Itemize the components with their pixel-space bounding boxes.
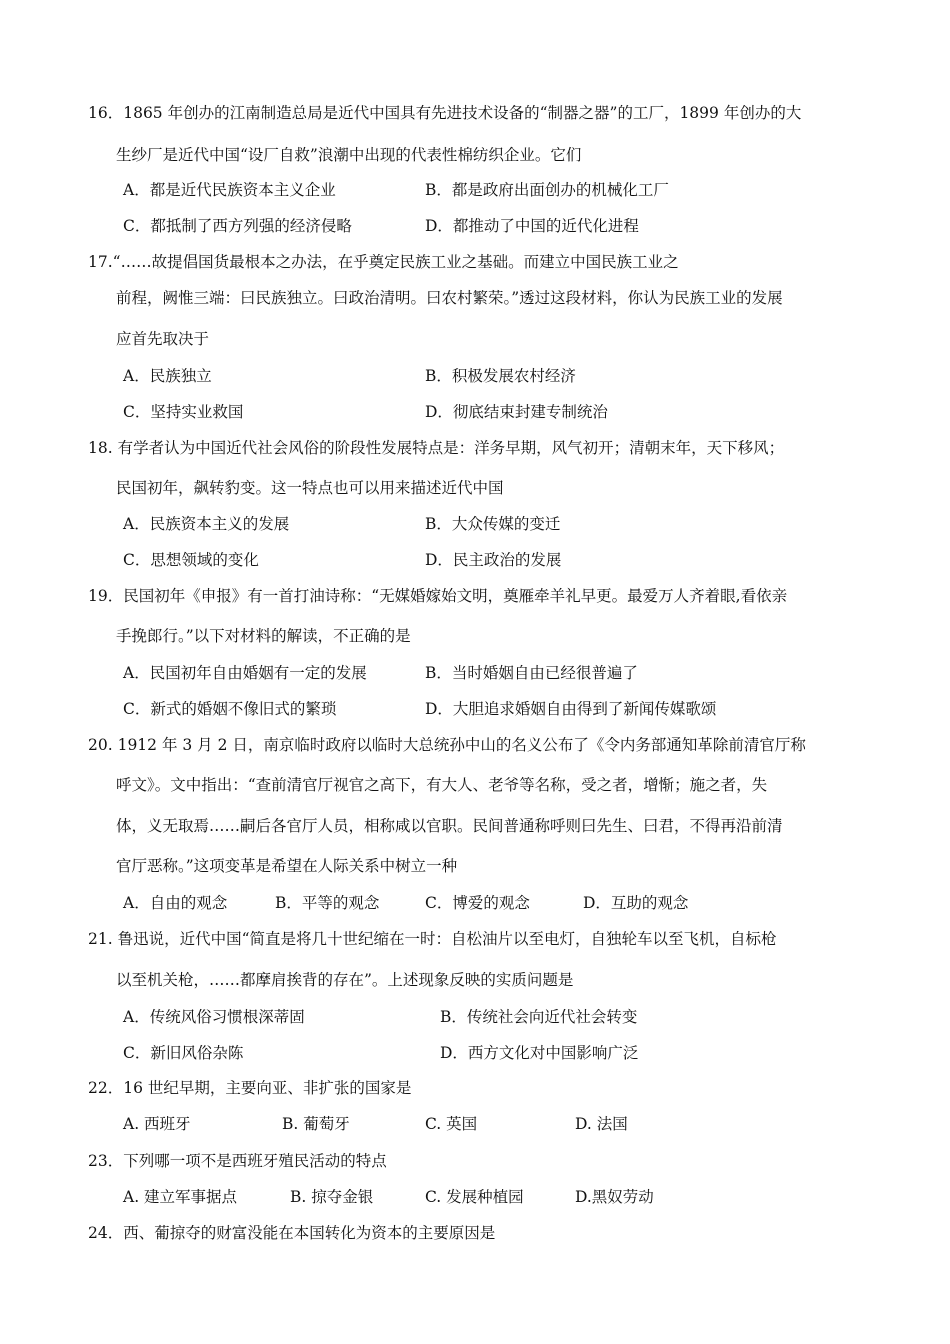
q16-stem-line2: 生纱厂是近代中国“设厂自救”浪潮中出现的代表性棉纺织企业。它们 xyxy=(116,146,582,164)
q18-option-c: C．思想领域的变化 xyxy=(123,551,259,569)
q17-option-c: C．坚持实业救国 xyxy=(123,403,244,421)
q22-option-d: D. 法国 xyxy=(575,1115,628,1133)
q23-option-d: D.黑奴劳动 xyxy=(575,1188,654,1206)
q21-option-a: A．传统风俗习惯根深蒂固 xyxy=(123,1008,305,1026)
q19-option-a: A．民国初年自由婚姻有一定的发展 xyxy=(123,664,367,682)
q20-option-a: A．自由的观念 xyxy=(123,894,228,912)
q23-stem-line1: 23．下列哪一项不是西班牙殖民活动的特点 xyxy=(88,1152,387,1170)
q23-option-c: C. 发展种植园 xyxy=(425,1188,524,1206)
q22-option-b: B. 葡萄牙 xyxy=(282,1115,350,1133)
q17-stem-line3: 应首先取决于 xyxy=(116,330,210,348)
q20-stem-line4: 官厅恶称。”这项变革是希望在人际关系中树立一种 xyxy=(116,857,458,875)
q17-stem-line2: 前程，阙惟三端：曰民族独立。曰政治清明。曰农村繁荣。”透过这段材料，你认为民族工业的发展 xyxy=(116,289,783,307)
q18-option-b: B．大众传媒的变迁 xyxy=(425,515,561,533)
q22-option-a: A. 西班牙 xyxy=(123,1115,191,1133)
q16-option-d: D．都推动了中国的近代化进程 xyxy=(425,217,639,235)
q18-option-a: A．民族资本主义的发展 xyxy=(123,515,290,533)
q17-stem-line1: 17.“……故提倡国货最根本之办法，在乎奠定民族工业之基础。而建立中国民族工业之 xyxy=(88,253,679,271)
q24-stem-line1: 24．西、葡掠夺的财富没能在本国转化为资本的主要原因是 xyxy=(88,1224,496,1242)
q20-option-c: C．博爱的观念 xyxy=(425,894,530,912)
q20-stem-line3: 体，义无取焉……嗣后各官厅人员，相称咸以官职。民间普通称呼则曰先生、曰君，不得再沿前清 xyxy=(116,817,783,835)
q17-option-b: B．积极发展农村经济 xyxy=(425,367,576,385)
q21-option-b: B．传统社会向近代社会转变 xyxy=(440,1008,638,1026)
q20-stem-line1: 20. 1912 年 3 月 2 日，南京临时政府以临时大总统孙中山的名义公布了《令内务部通知革除前清官厅称 xyxy=(88,736,806,754)
q20-option-b: B．平等的观念 xyxy=(275,894,380,912)
q20-stem-line2: 呼文》。文中指出：“查前清官厅视官之高下，有大人、老爷等名称，受之者，增惭；施之者，失 xyxy=(116,776,768,794)
q19-option-b: B．当时婚姻自由已经很普遍了 xyxy=(425,664,638,682)
q21-stem-line2: 以至机关枪，……都摩肩挨背的存在”。上述现象反映的实质问题是 xyxy=(116,971,574,989)
q21-stem-line1: 21. 鲁迅说，近代中国“简直是将几十世纪缩在一时：自松油片以至电灯，自独轮车以至飞机，自标枪 xyxy=(88,930,777,948)
q19-option-c: C．新式的婚姻不像旧式的繁琐 xyxy=(123,700,337,718)
q19-stem-line2: 手挽郎行。”以下对材料的解读，不正确的是 xyxy=(116,627,411,645)
q16-option-c: C．都抵制了西方列强的经济侵略 xyxy=(123,217,352,235)
q17-option-d: D．彻底结束封建专制统治 xyxy=(425,403,608,421)
q17-option-a: A．民族独立 xyxy=(123,367,212,385)
q19-stem-line1: 19．民国初年《申报》有一首打油诗称：“无媒婚嫁始文明，奠雁牵羊礼早更。最爱万人齐着眼,看依亲 xyxy=(88,587,788,605)
q20-option-d: D．互助的观念 xyxy=(583,894,689,912)
q23-option-a: A. 建立军事据点 xyxy=(123,1188,238,1206)
q22-stem-line1: 22．16 世纪早期，主要向亚、非扩张的国家是 xyxy=(88,1079,412,1097)
q22-option-c: C. 英国 xyxy=(425,1115,478,1133)
q21-option-c: C．新旧风俗杂陈 xyxy=(123,1044,244,1062)
q16-stem-line1: 16．1865 年创办的江南制造总局是近代中国具有先进技术设备的“制器之器”的工厂，1899 年创办的大 xyxy=(88,104,802,122)
q21-option-d: D．西方文化对中国影响广泛 xyxy=(440,1044,639,1062)
q18-option-d: D．民主政治的发展 xyxy=(425,551,562,569)
q19-option-d: D．大胆追求婚姻自由得到了新闻传媒歌颂 xyxy=(425,700,717,718)
q16-option-a: A．都是近代民族资本主义企业 xyxy=(123,181,336,199)
q23-option-b: B. 掠夺金银 xyxy=(290,1188,374,1206)
q18-stem-line2: 民国初年，飙转豹变。这一特点也可以用来描述近代中国 xyxy=(116,479,504,497)
q18-stem-line1: 18. 有学者认为中国近代社会风俗的阶段性发展特点是：洋务早期，风气初开；清朝末年，天下移风； xyxy=(88,439,785,457)
q16-option-b: B．都是政府出面创办的机械化工厂 xyxy=(425,181,669,199)
